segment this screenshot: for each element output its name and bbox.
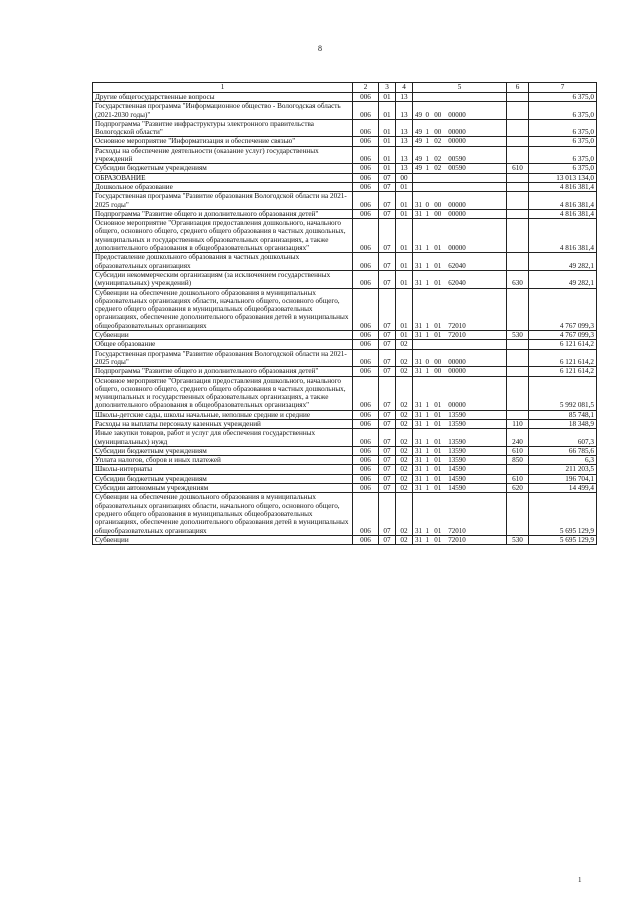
- table-row: [93, 192, 597, 210]
- subsection-cell: 02: [396, 429, 413, 447]
- subsection-cell: 01: [396, 331, 413, 340]
- subsection-cell: 02: [396, 456, 413, 465]
- amount-cell: 6 375,0: [529, 93, 597, 102]
- table-row: [93, 446, 597, 455]
- header-cell: 5: [413, 83, 507, 93]
- target-article-cell: 31 1 01 72010: [413, 493, 507, 535]
- expense-type-cell: 620: [507, 484, 529, 493]
- amount-cell: 5 992 081,5: [529, 376, 597, 410]
- expense-type-cell: 610: [507, 446, 529, 455]
- expense-type-cell: [507, 288, 529, 330]
- row-name-cell: Государственная программа "Развитие образования Вологодской области на 2021-2025 годы": [93, 192, 353, 210]
- table-row: [93, 137, 597, 146]
- subsection-cell: 02: [396, 474, 413, 483]
- table-row: [93, 173, 597, 182]
- subsection-cell: 13: [396, 119, 413, 137]
- section-cell: 07: [379, 270, 396, 288]
- expense-type-cell: 630: [507, 270, 529, 288]
- row-name-cell: Государственная программа "Развитие образования Вологодской области на 2021-2025 годы": [93, 349, 353, 367]
- ministry-code-cell: 006: [353, 119, 379, 137]
- expense-type-cell: 850: [507, 456, 529, 465]
- ministry-code-cell: 006: [353, 288, 379, 330]
- table-row: [93, 340, 597, 349]
- footer-mark: 1: [578, 876, 582, 884]
- row-name-cell: Субвенции: [93, 535, 353, 544]
- table-row: [93, 429, 597, 447]
- section-cell: 07: [379, 429, 396, 447]
- subsection-cell: 02: [396, 349, 413, 367]
- target-article-cell: 31 1 00 00000: [413, 209, 507, 218]
- section-cell: 07: [379, 456, 396, 465]
- amount-cell: 5 695 129,9: [529, 535, 597, 544]
- target-article-cell: [413, 340, 507, 349]
- expense-type-cell: [507, 137, 529, 146]
- table-row: [93, 456, 597, 465]
- section-cell: 07: [379, 484, 396, 493]
- page-number: 8: [318, 44, 322, 53]
- subsection-cell: 13: [396, 102, 413, 120]
- row-name-cell: Субвенции на обеспечение дошкольного образования в муниципальных образовательных организациях области, начального общего, основного общего, среднего общего образования в муниципальных общеобразовательных организациях, обеспечение дополнительного образования детей в муниципальных общеобразовательных организациях: [93, 493, 353, 535]
- target-article-cell: 31 1 01 13590: [413, 446, 507, 455]
- amount-cell: 4 816 381,4: [529, 192, 597, 210]
- table-row: [93, 270, 597, 288]
- expense-type-cell: [507, 182, 529, 191]
- row-name-cell: Субсидии бюджетным учреждениям: [93, 164, 353, 173]
- subsection-cell: 02: [396, 376, 413, 410]
- ministry-code-cell: 006: [353, 209, 379, 218]
- ministry-code-cell: 006: [353, 192, 379, 210]
- target-article-cell: 31 1 01 62040: [413, 253, 507, 271]
- subsection-cell: 02: [396, 535, 413, 544]
- expense-type-cell: [507, 349, 529, 367]
- table-row: [93, 410, 597, 419]
- target-article-cell: 31 1 01 00000: [413, 376, 507, 410]
- section-cell: 07: [379, 474, 396, 483]
- ministry-code-cell: 006: [353, 270, 379, 288]
- amount-cell: 4 816 381,4: [529, 209, 597, 218]
- amount-cell: 49 282,1: [529, 253, 597, 271]
- expense-type-cell: 530: [507, 331, 529, 340]
- section-cell: 01: [379, 93, 396, 102]
- section-cell: 07: [379, 253, 396, 271]
- amount-cell: 4 816 381,4: [529, 219, 597, 253]
- subsection-cell: 13: [396, 146, 413, 164]
- row-name-cell: Иные закупки товаров, работ и услуг для обеспечения государственных (муниципальных) нужд: [93, 429, 353, 447]
- row-name-cell: Подпрограмма "Развитие общего и дополнительного образования детей": [93, 367, 353, 376]
- section-cell: 07: [379, 535, 396, 544]
- table-row: [93, 367, 597, 376]
- row-name-cell: Субсидии бюджетным учреждениям: [93, 474, 353, 483]
- header-cell: 3: [379, 83, 396, 93]
- amount-cell: 5 695 129,9: [529, 493, 597, 535]
- row-name-cell: Другие общегосударственные вопросы: [93, 93, 353, 102]
- amount-cell: 6 121 614,2: [529, 340, 597, 349]
- table-row: [93, 474, 597, 483]
- expense-type-cell: 240: [507, 429, 529, 447]
- ministry-code-cell: 006: [353, 465, 379, 474]
- expense-type-cell: [507, 192, 529, 210]
- target-article-cell: 31 1 01 00000: [413, 219, 507, 253]
- section-cell: 07: [379, 182, 396, 191]
- expense-type-cell: 610: [507, 164, 529, 173]
- section-cell: 07: [379, 367, 396, 376]
- section-cell: 01: [379, 102, 396, 120]
- subsection-cell: 01: [396, 270, 413, 288]
- row-name-cell: Подпрограмма "Развитие общего и дополнительного образования детей": [93, 209, 353, 218]
- section-cell: 07: [379, 340, 396, 349]
- section-cell: 07: [379, 410, 396, 419]
- expense-type-cell: [507, 410, 529, 419]
- amount-cell: 6 121 614,2: [529, 367, 597, 376]
- target-article-cell: 31 0 00 00000: [413, 349, 507, 367]
- expense-type-cell: [507, 209, 529, 218]
- section-cell: 07: [379, 173, 396, 182]
- ministry-code-cell: 006: [353, 429, 379, 447]
- table-row: [93, 419, 597, 428]
- row-name-cell: Субсидии некоммерческим организациям (за исключением государственных (муниципальных) учреждений): [93, 270, 353, 288]
- expense-type-cell: [507, 173, 529, 182]
- table-row: [93, 219, 597, 253]
- row-name-cell: Основное мероприятие "Организация предоставления дошкольного, начального общего, основного общего, среднего общего образования в частных дошкольных, муниципальных и государственных образовательных организациях, а также дополнительного образования в общеобразовательных организациях": [93, 376, 353, 410]
- expense-type-cell: [507, 376, 529, 410]
- subsection-cell: 02: [396, 484, 413, 493]
- ministry-code-cell: 006: [353, 367, 379, 376]
- table-row: [93, 253, 597, 271]
- table-row: [93, 465, 597, 474]
- row-name-cell: Субсидии бюджетным учреждениям: [93, 446, 353, 455]
- ministry-code-cell: 006: [353, 173, 379, 182]
- ministry-code-cell: 006: [353, 93, 379, 102]
- row-name-cell: Предоставление дошкольного образования в частных дошкольных образовательных организациях: [93, 253, 353, 271]
- section-cell: 01: [379, 146, 396, 164]
- table-row: [93, 209, 597, 218]
- subsection-cell: 00: [396, 173, 413, 182]
- table-row: [93, 164, 597, 173]
- table-row: [93, 535, 597, 544]
- target-article-cell: 31 1 01 62040: [413, 270, 507, 288]
- ministry-code-cell: 006: [353, 331, 379, 340]
- section-cell: 01: [379, 137, 396, 146]
- target-article-cell: 49 1 00 00000: [413, 119, 507, 137]
- amount-cell: 196 704,1: [529, 474, 597, 483]
- target-article-cell: 31 1 01 14590: [413, 465, 507, 474]
- ministry-code-cell: 006: [353, 410, 379, 419]
- row-name-cell: Субвенции: [93, 331, 353, 340]
- table-row: [93, 288, 597, 330]
- header-cell: 4: [396, 83, 413, 93]
- row-name-cell: Школы-детские сады, школы начальные, неполные средние и средние: [93, 410, 353, 419]
- table-row: [93, 484, 597, 493]
- amount-cell: 49 282,1: [529, 270, 597, 288]
- section-cell: 01: [379, 164, 396, 173]
- table-row: [93, 182, 597, 191]
- section-cell: 07: [379, 446, 396, 455]
- header-cell: 6: [507, 83, 529, 93]
- row-name-cell: Субвенции на обеспечение дошкольного образования в муниципальных образовательных организациях области, начального общего, основного общего, среднего общего образования в муниципальных общеобразовательных организациях, обеспечение дополнительного образования детей в муниципальных общеобразовательных организациях: [93, 288, 353, 330]
- target-article-cell: 31 1 01 72010: [413, 535, 507, 544]
- amount-cell: 6 375,0: [529, 119, 597, 137]
- target-article-cell: [413, 93, 507, 102]
- subsection-cell: 02: [396, 465, 413, 474]
- expense-type-cell: [507, 367, 529, 376]
- row-name-cell: Основное мероприятие "Информатизация и обеспечение связью": [93, 137, 353, 146]
- subsection-cell: 02: [396, 340, 413, 349]
- subsection-cell: 02: [396, 493, 413, 535]
- amount-cell: 13 013 134,0: [529, 173, 597, 182]
- subsection-cell: 01: [396, 253, 413, 271]
- amount-cell: 6 375,0: [529, 137, 597, 146]
- expense-type-cell: [507, 340, 529, 349]
- target-article-cell: [413, 182, 507, 191]
- ministry-code-cell: 006: [353, 164, 379, 173]
- target-article-cell: 49 1 02 00590: [413, 146, 507, 164]
- ministry-code-cell: 006: [353, 253, 379, 271]
- amount-cell: 6 375,0: [529, 164, 597, 173]
- table-row: [93, 493, 597, 535]
- target-article-cell: 31 1 01 72010: [413, 288, 507, 330]
- target-article-cell: 31 1 01 13590: [413, 410, 507, 419]
- target-article-cell: 49 0 00 00000: [413, 102, 507, 120]
- subsection-cell: 01: [396, 219, 413, 253]
- table-row: [93, 376, 597, 410]
- subsection-cell: 13: [396, 93, 413, 102]
- target-article-cell: 31 0 00 00000: [413, 192, 507, 210]
- budget-table: [92, 82, 597, 545]
- amount-cell: 6 121 614,2: [529, 349, 597, 367]
- section-cell: 07: [379, 493, 396, 535]
- row-name-cell: Субсидии автономным учреждениям: [93, 484, 353, 493]
- row-name-cell: Основное мероприятие "Организация предоставления дошкольного, начального общего, основного общего, среднего общего образования в частных дошкольных, муниципальных и государственных образовательных организациях, а также дополнительного образования в общеобразовательных организациях": [93, 219, 353, 253]
- row-name-cell: Школы-интернаты: [93, 465, 353, 474]
- target-article-cell: 31 1 00 00000: [413, 367, 507, 376]
- ministry-code-cell: 006: [353, 474, 379, 483]
- section-cell: 01: [379, 119, 396, 137]
- amount-cell: 4 767 099,3: [529, 331, 597, 340]
- ministry-code-cell: 006: [353, 446, 379, 455]
- expense-type-cell: 110: [507, 419, 529, 428]
- ministry-code-cell: 006: [353, 535, 379, 544]
- subsection-cell: 02: [396, 410, 413, 419]
- ministry-code-cell: 006: [353, 137, 379, 146]
- subsection-cell: 13: [396, 164, 413, 173]
- target-article-cell: 31 1 01 13590: [413, 456, 507, 465]
- target-article-cell: 49 1 02 00590: [413, 164, 507, 173]
- amount-cell: 6,3: [529, 456, 597, 465]
- ministry-code-cell: 006: [353, 146, 379, 164]
- expense-type-cell: [507, 493, 529, 535]
- section-cell: 07: [379, 288, 396, 330]
- section-cell: 07: [379, 209, 396, 218]
- header-cell: 7: [529, 83, 597, 93]
- ministry-code-cell: 006: [353, 182, 379, 191]
- section-cell: 07: [379, 419, 396, 428]
- ministry-code-cell: 006: [353, 376, 379, 410]
- amount-cell: 4 767 099,3: [529, 288, 597, 330]
- section-cell: 07: [379, 465, 396, 474]
- ministry-code-cell: 006: [353, 419, 379, 428]
- ministry-code-cell: 006: [353, 340, 379, 349]
- section-cell: 07: [379, 219, 396, 253]
- target-article-cell: 31 1 01 14590: [413, 474, 507, 483]
- ministry-code-cell: 006: [353, 102, 379, 120]
- amount-cell: 6 375,0: [529, 102, 597, 120]
- amount-cell: 6 375,0: [529, 146, 597, 164]
- row-name-cell: Расходы на выплаты персоналу казенных учреждений: [93, 419, 353, 428]
- table-row: [93, 93, 597, 102]
- expense-type-cell: [507, 119, 529, 137]
- section-cell: 07: [379, 349, 396, 367]
- target-article-cell: 49 1 02 00000: [413, 137, 507, 146]
- ministry-code-cell: 006: [353, 484, 379, 493]
- table-row: [93, 119, 597, 137]
- subsection-cell: 01: [396, 182, 413, 191]
- ministry-code-cell: 006: [353, 349, 379, 367]
- expense-type-cell: 610: [507, 474, 529, 483]
- table-row: [93, 146, 597, 164]
- expense-type-cell: [507, 253, 529, 271]
- subsection-cell: 01: [396, 288, 413, 330]
- expense-type-cell: [507, 146, 529, 164]
- section-cell: 07: [379, 192, 396, 210]
- row-name-cell: Государственная программа "Информационное общество - Вологодская область (2021-2030 годы)": [93, 102, 353, 120]
- row-name-cell: Расходы на обеспечение деятельности (оказание услуг) государственных учреждений: [93, 146, 353, 164]
- row-name-cell: Уплата налогов, сборов и иных платежей: [93, 456, 353, 465]
- target-article-cell: 31 1 01 13590: [413, 429, 507, 447]
- expense-type-cell: [507, 465, 529, 474]
- section-cell: 07: [379, 331, 396, 340]
- amount-cell: 18 348,9: [529, 419, 597, 428]
- table-row: [93, 102, 597, 120]
- expense-type-cell: [507, 219, 529, 253]
- expense-type-cell: [507, 102, 529, 120]
- section-cell: 07: [379, 376, 396, 410]
- target-article-cell: [413, 173, 507, 182]
- table-row: [93, 349, 597, 367]
- target-article-cell: 31 1 01 14590: [413, 484, 507, 493]
- row-name-cell: ОБРАЗОВАНИЕ: [93, 173, 353, 182]
- amount-cell: 211 203,5: [529, 465, 597, 474]
- subsection-cell: 01: [396, 209, 413, 218]
- target-article-cell: 31 1 01 72010: [413, 331, 507, 340]
- header-cell: 2: [353, 83, 379, 93]
- expense-type-cell: 530: [507, 535, 529, 544]
- subsection-cell: 01: [396, 192, 413, 210]
- row-name-cell: Подпрограмма "Развитие инфраструктуры электронного правительства Вологодской области": [93, 119, 353, 137]
- amount-cell: 85 748,1: [529, 410, 597, 419]
- expense-type-cell: [507, 93, 529, 102]
- header-cell: 1: [93, 83, 353, 93]
- ministry-code-cell: 006: [353, 219, 379, 253]
- amount-cell: 607,3: [529, 429, 597, 447]
- table-row: [93, 331, 597, 340]
- target-article-cell: 31 1 01 13590: [413, 419, 507, 428]
- subsection-cell: 13: [396, 137, 413, 146]
- row-name-cell: Дошкольное образование: [93, 182, 353, 191]
- table-header-row: [93, 83, 597, 93]
- ministry-code-cell: 006: [353, 493, 379, 535]
- subsection-cell: 02: [396, 419, 413, 428]
- amount-cell: 4 816 381,4: [529, 182, 597, 191]
- ministry-code-cell: 006: [353, 456, 379, 465]
- row-name-cell: Общее образование: [93, 340, 353, 349]
- subsection-cell: 02: [396, 446, 413, 455]
- amount-cell: 66 785,6: [529, 446, 597, 455]
- amount-cell: 14 499,4: [529, 484, 597, 493]
- subsection-cell: 02: [396, 367, 413, 376]
